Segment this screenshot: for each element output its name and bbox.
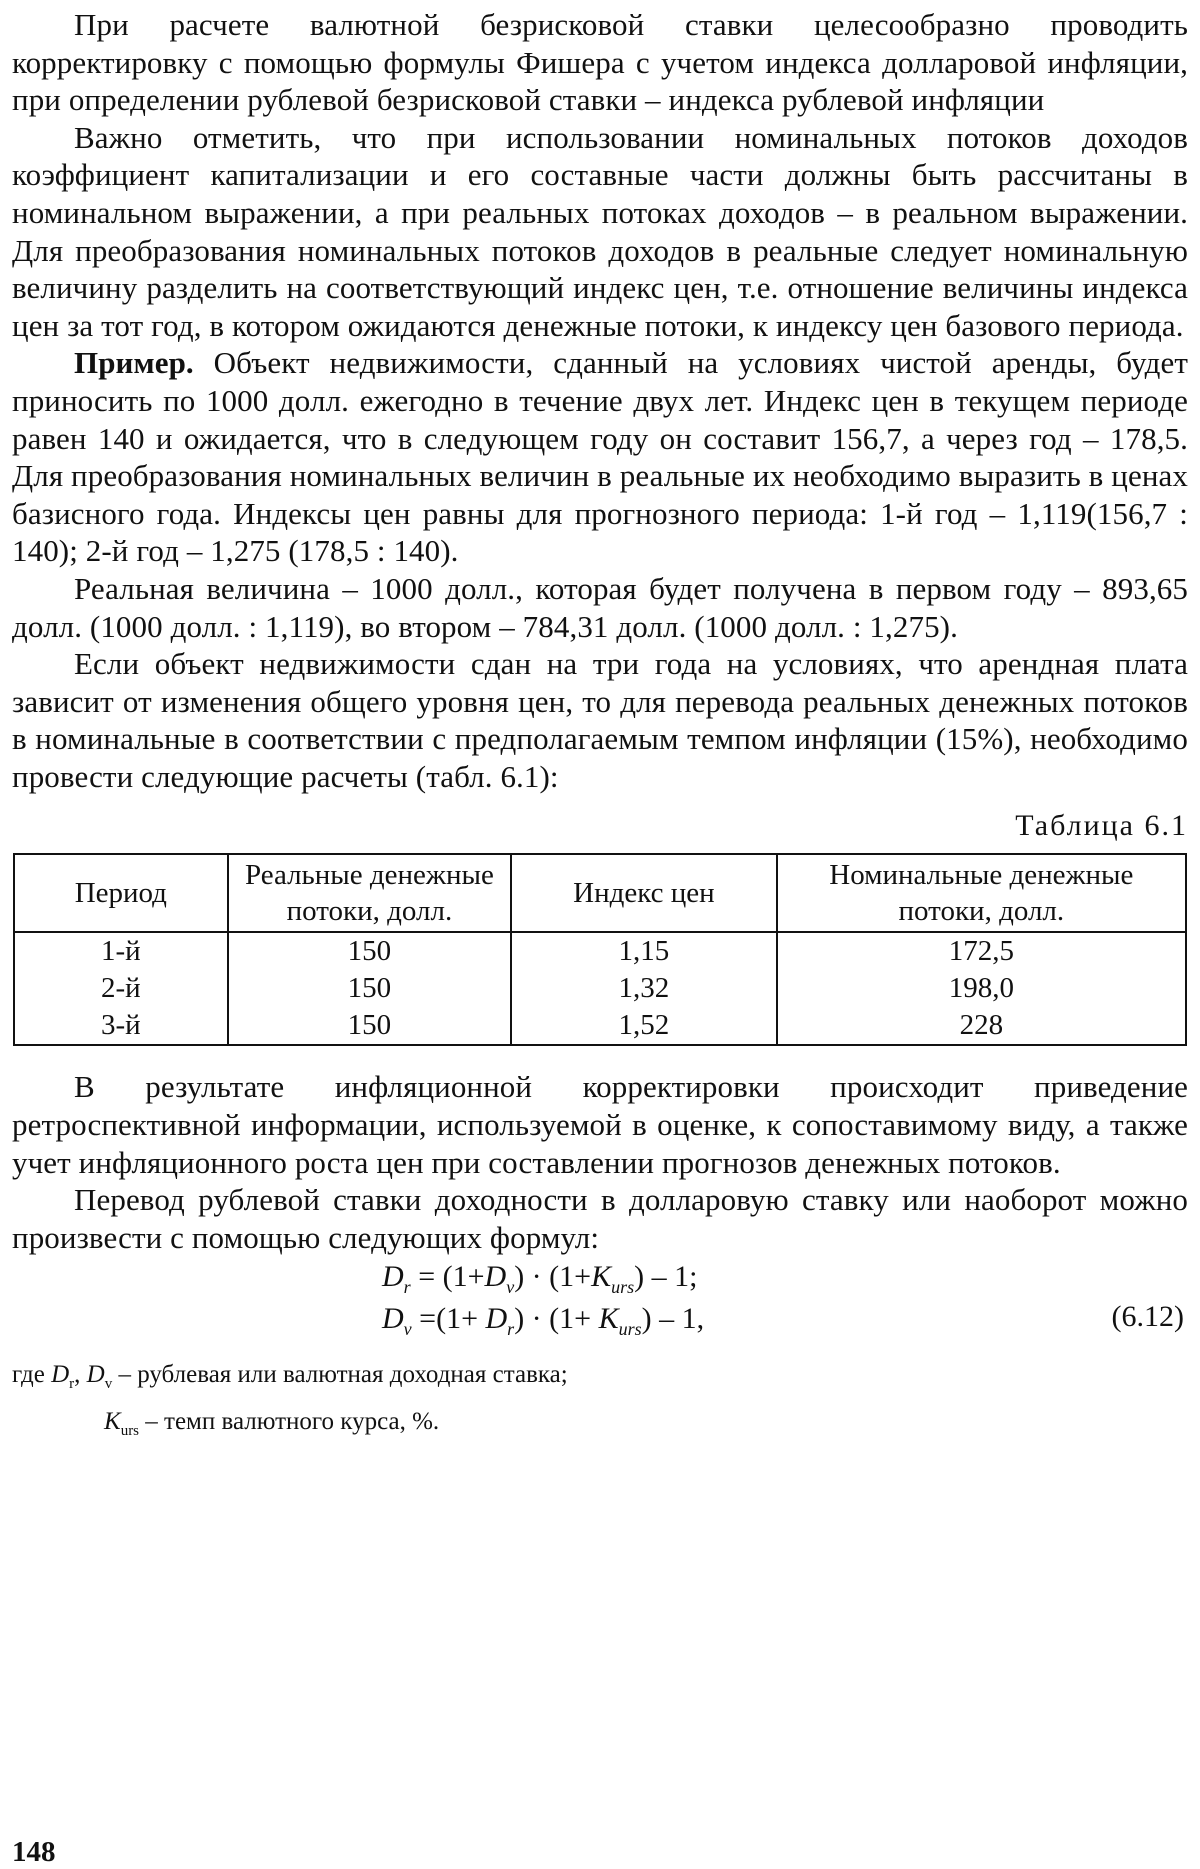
header-real-flows: Реальные денежные потоки, долл.	[228, 854, 512, 932]
paragraph-three-year-lease: Если объект недвижимости сдан на три года на условиях, что арендная плата зависит от изменения общего уровня цен, то для перевода реальных денежных потоков в номинальные в соответствии с предполагаемым темпом инфляции (15%), необходимо провести следующие расчеты (табл. 6.1):	[12, 646, 1188, 794]
cell-price-index: 1,32	[511, 970, 776, 1007]
cell-period: 2-й	[14, 970, 228, 1007]
cell-period: 1-й	[14, 932, 228, 970]
paragraph-example	[12, 344, 1188, 570]
header-period: Период	[14, 854, 228, 932]
table-caption: Таблица 6.1	[1015, 809, 1188, 843]
document-page	[12, 6, 1188, 1450]
table-header-row	[14, 854, 1186, 932]
cell-nominal-flow: 228	[777, 1007, 1186, 1045]
cell-real-flow: 150	[228, 932, 512, 970]
paragraph-rate-conversion: Перевод рублевой ставки доходности в долларовую ставку или наоборот можно произвести с помощью следующих формул:	[12, 1182, 1188, 1255]
formula-line-ruble: $D_r = (1+D_v) \cdot (1+K_{urs}) - 1$;	[382, 1260, 698, 1298]
paragraph-nominal-real-flows: Важно отметить, что при использовании номинальных потоков доходов коэффициент капитализации и его составные части должны быть рассчитаны в номинальном выражении, а при реальных потоках доходов – в реальном выражении. Для преобразования номинальных потоков доходов в реальные следует номинальную величину разделить на соответствующий индекс цен, т.е. отношение величины индекса цен за тот год, в котором ожидаются денежные потоки, к индексу цен базового периода.	[12, 119, 1188, 343]
formula-number: (6.12)	[1111, 1300, 1184, 1334]
example-label: Пример.	[74, 345, 194, 381]
cell-real-flow: 150	[228, 1007, 512, 1045]
formula-6-12	[12, 1260, 1188, 1356]
paragraph-fisher-correction: При расчете валютной безрисковой ставки целесообразно проводить корректировку с помощью формулы Фишера с учетом индекса долларовой инфляции, при определении рублевой безрисковой ставки – индекса рублевой инфляции	[12, 7, 1188, 118]
formula-legend-rates: где $D_r$, $D_v$ – рублевая или валютная доходная ставка;	[12, 1361, 568, 1393]
cell-nominal-flow: 198,0	[777, 970, 1186, 1007]
table-row	[14, 932, 1186, 970]
formula-legend-exchange: $K_{urs}$ – темп валютного курса, %.	[104, 1408, 440, 1440]
cell-price-index: 1,52	[511, 1007, 776, 1045]
header-price-index: Индекс цен	[511, 854, 776, 932]
table-row	[14, 970, 1186, 1007]
cash-flow-table	[13, 853, 1187, 1046]
paragraph-inflation-adjustment: В результате инфляционной корректировки происходит приведение ретроспективной информации, используемой в оценке, к сопоставимому виду, а также учет инфляционного роста цен при составлении прогнозов денежных потоков.	[12, 1069, 1188, 1180]
cell-price-index: 1,15	[511, 932, 776, 970]
cell-period: 3-й	[14, 1007, 228, 1045]
table-row	[14, 1007, 1186, 1045]
paragraph-real-value: Реальная величина – 1000 долл., которая будет получена в первом году – 893,65 долл. (1000 долл. : 1,119), во втором – 784,31 долл. (1000 долл. : 1,275).	[12, 570, 1188, 644]
cell-nominal-flow: 172,5	[777, 932, 1186, 970]
page-number: 148	[12, 1836, 56, 1868]
header-nominal-flows: Номинальные денежные потоки, долл.	[777, 854, 1186, 932]
example-text: Объект недвижимости, сданный на условиях чистой аренды, будет приносить по 1000 долл. ежегодно в течение двух лет. Индекс цен в текущем периоде равен 140 и ожидается, что в следующем году он составит 156,7, а через год – 178,5. Для преобразования номинальных величин в реальные их необходимо выразить в ценах базисного года. Индексы цен равны для прогнозного периода: 1-й год – 1,119(156,7 : 140); 2-й год – 1,275 (178,5 : 140).	[12, 345, 1188, 569]
formula-line-currency: $D_v =(1+ D_r) \cdot (1+ K_{urs}) - 1$,	[382, 1302, 705, 1340]
cell-real-flow: 150	[228, 970, 512, 1007]
